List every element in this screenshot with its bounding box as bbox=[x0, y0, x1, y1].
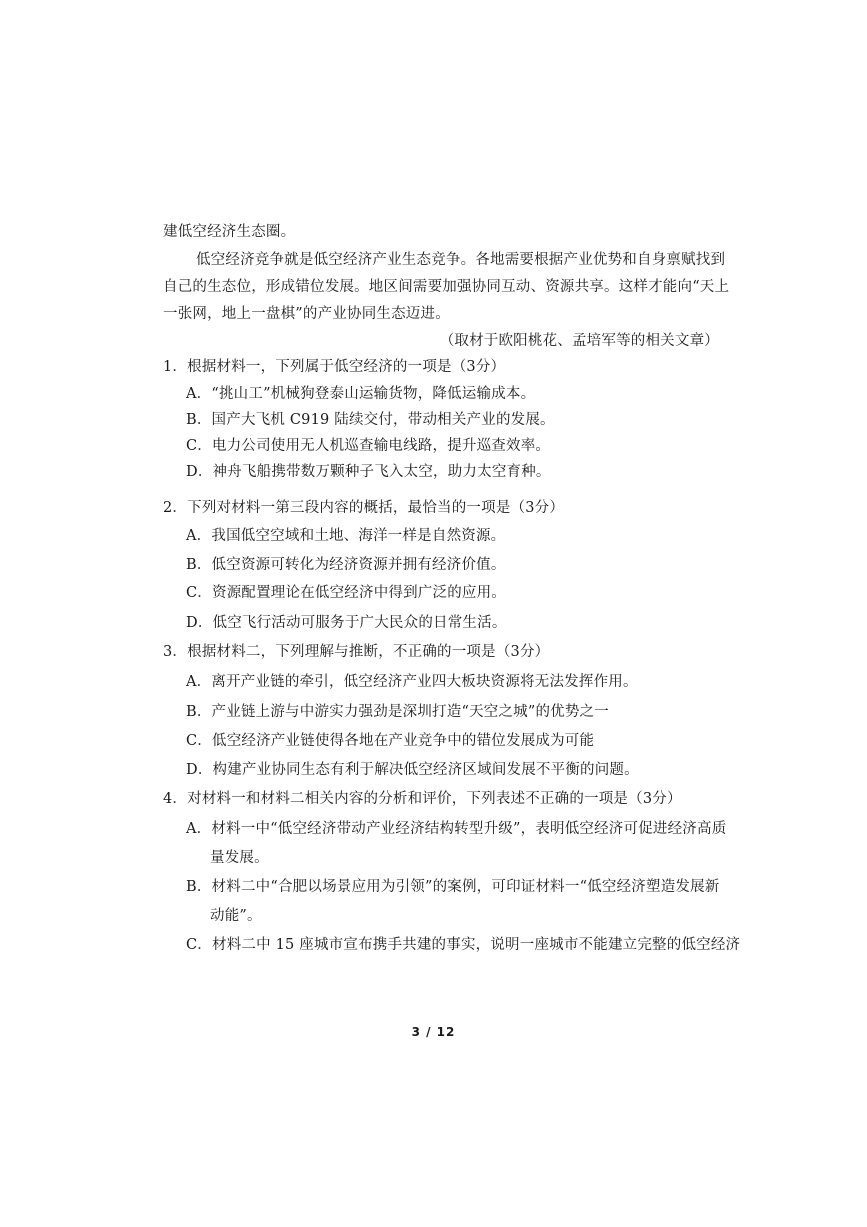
passage-line-1: 建低空经济生态圈。 bbox=[163, 224, 296, 240]
passage-source: （取材于欧阳桃花、孟培军等的相关文章） bbox=[439, 333, 719, 349]
page-number: 3 / 12 bbox=[411, 1025, 456, 1039]
passage-line-3: 自己的生态位，形成错位发展。地区间需要加强协同互动、资源共享。这样才能向“天上 bbox=[163, 279, 730, 295]
question-2-option-a: A．我国低空空域和土地、海洋一样是自然资源。 bbox=[186, 528, 506, 544]
question-3-option-a: A．离开产业链的牵引，低空经济产业四大板块资源将无法发挥作用。 bbox=[186, 674, 638, 690]
question-4-option-a-line-2: 量发展。 bbox=[210, 850, 269, 866]
question-4-option-b-line-1: B．材料二中“合肥以场景应用为引领”的案例，可印证材料一“低空经济塑造发展新 bbox=[186, 879, 720, 895]
question-1-option-c: C．电力公司使用无人机巡查输电线路，提升巡查效率。 bbox=[186, 438, 551, 454]
passage-line-2: 低空经济竞争就是低空经济产业生态竞争。各地需要根据产业优势和自身禀赋找到 bbox=[196, 252, 726, 268]
question-3-option-b: B．产业链上游与中游实力强劲是深圳打造“天空之城”的优势之一 bbox=[186, 704, 609, 720]
question-2-option-c: C．资源配置理论在低空经济中得到广泛的应用。 bbox=[186, 585, 506, 601]
question-4-option-b-line-2: 动能”。 bbox=[210, 908, 262, 924]
question-4-option-a-line-1: A．材料一中“低空经济带动产业经济结构转型升级”，表明低空经济可促进经济高质 bbox=[186, 821, 727, 837]
passage-line-4: 一张网，地上一盘棋”的产业协同生态迈进。 bbox=[163, 306, 450, 322]
question-3-option-d: D．构建产业协同生态有利于解决低空经济区域间发展不平衡的问题。 bbox=[186, 762, 639, 778]
question-3-option-c: C．低空经济产业链使得各地在产业竞争中的错位发展成为可能 bbox=[186, 733, 595, 749]
question-2-stem: 2．下列对材料一第三段内容的概括，最恰当的一项是（3分） bbox=[163, 500, 565, 516]
question-4-option-c-line-1: C．材料二中 15 座城市宣布携手共建的事实，说明一座城市不能建立完整的低空经济 bbox=[186, 937, 741, 953]
question-1-option-b: B．国产大飞机 C919 陆续交付，带动相关产业的发展。 bbox=[186, 412, 555, 428]
question-1-option-d: D．神舟飞船携带数万颗种子飞入太空，助力太空育种。 bbox=[186, 464, 551, 480]
question-3-stem: 3．根据材料二，下列理解与推断，不正确的一项是（3分） bbox=[163, 644, 550, 660]
question-2-option-b: B．低空资源可转化为经济资源并拥有经济价值。 bbox=[186, 557, 506, 573]
question-4-stem: 4．对材料一和材料二相关内容的分析和评价，下列表述不正确的一项是（3分） bbox=[163, 791, 682, 807]
question-2-option-d: D．低空飞行活动可服务于广大民众的日常生活。 bbox=[186, 615, 507, 631]
question-1-stem: 1．根据材料一，下列属于低空经济的一项是（3分） bbox=[163, 359, 506, 375]
question-1-option-a: A．“挑山工”机械狗登泰山运输货物，降低运输成本。 bbox=[186, 386, 536, 402]
